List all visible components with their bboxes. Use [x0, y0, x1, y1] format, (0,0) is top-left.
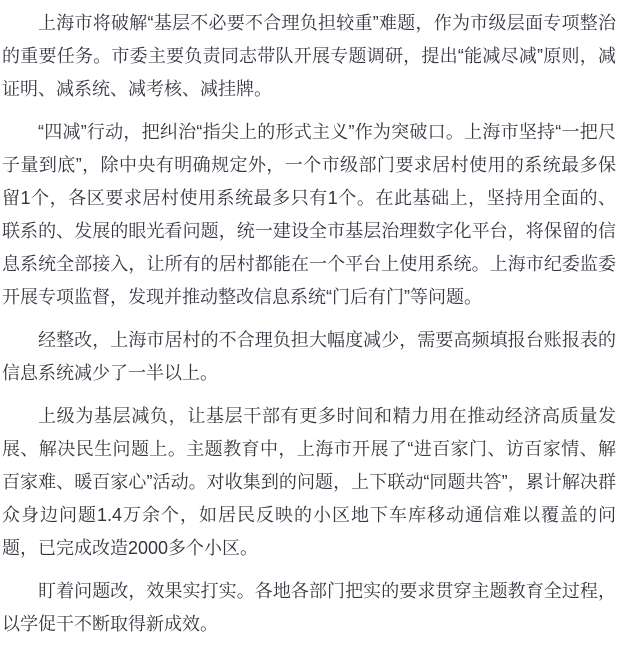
- article-paragraph: 经整改，上海市居村的不合理负担大幅度减少，需要高频填报台账报表的信息系统减少了一半以上。: [2, 330, 616, 383]
- article-paragraph: 上海市将破解“基层不必要不合理负担较重”难题，作为市级层面专项整治的重要任务。市委主要负责同志带队开展专题调研，提出“能减尽减”原则，减证明、减系统、减考核、减挂牌。: [2, 13, 616, 99]
- article-paragraph: “四减”行动，把纠治“指尖上的形式主义”作为突破口。上海市坚持“一把尺子量到底”，除中央有明确规定外，一个市级部门要求居村使用的系统最多保留1个，各区要求居村使用系统最多只有1个。在此基础上，坚持用全面的、联系的、发展的眼光看问题，统一建设全市基层治理数字化平台，将保留的信息系统全部接入，让所有的居村都能在一个平台上使用系统。上海市纪委监委开展专项监督，发现并推动整改信息系统“门后有门”等问题。: [2, 122, 616, 307]
- article-paragraph: 上级为基层减负，让基层干部有更多时间和精力用在推动经济高质量发展、解决民生问题上。主题教育中，上海市开展了“进百家门、访百家情、解百家难、暖百家心”活动。对收集到的问题，上下联动“同题共答”，累计解决群众身边问题1.4万余个，如居民反映的小区地下车库移动通信难以覆盖的问题，已完成改造2000多个小区。: [2, 406, 616, 558]
- article-paragraph: 盯着问题改，效果实打实。各地各部门把实的要求贯穿主题教育全过程，以学促干不断取得新成效。: [2, 581, 616, 634]
